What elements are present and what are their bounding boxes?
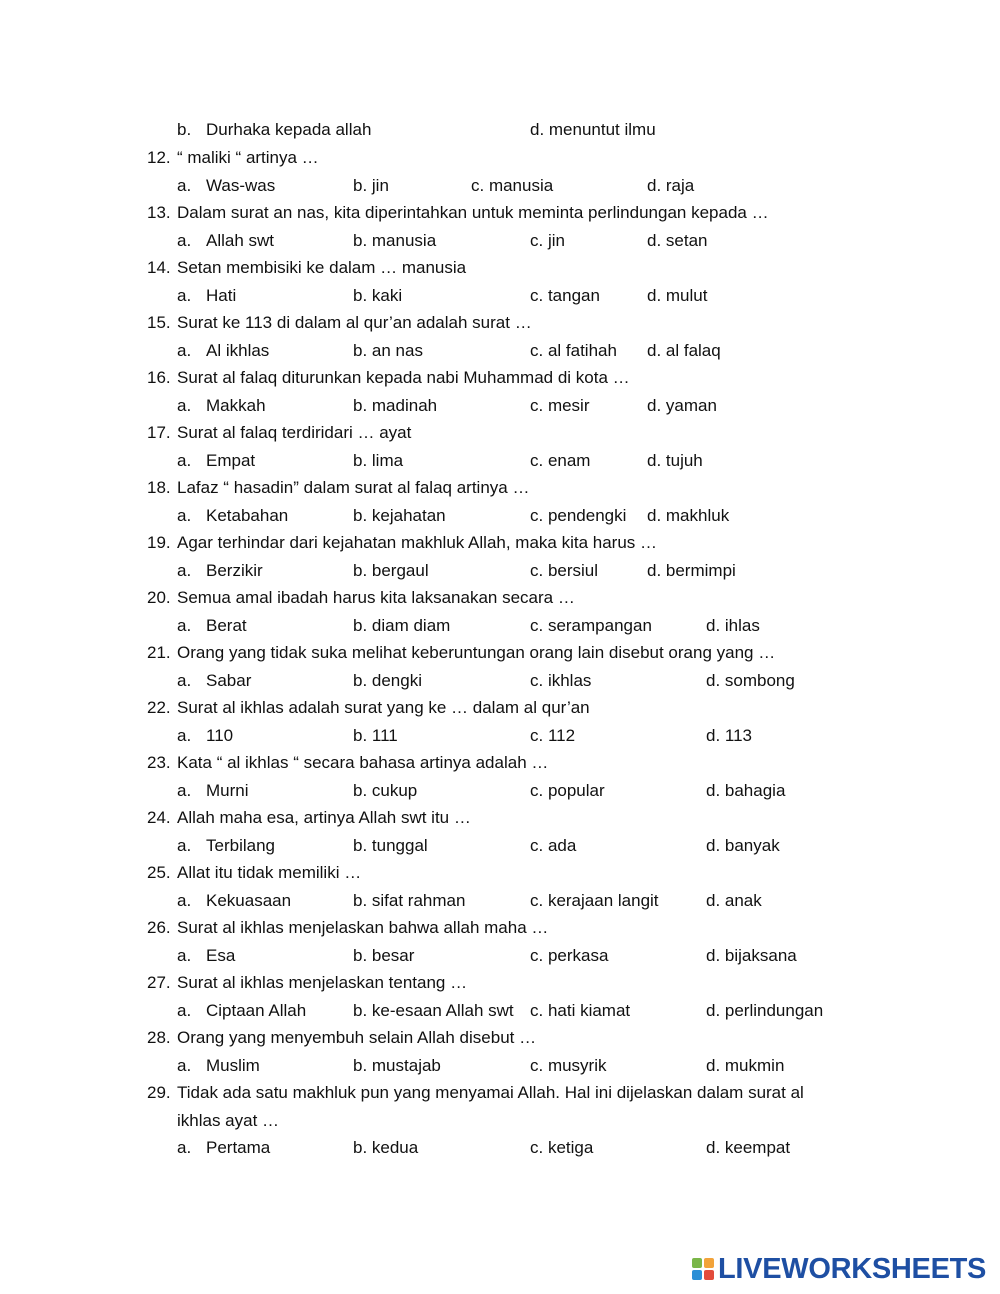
option-d[interactable]: d. sombong	[706, 670, 795, 690]
option-b[interactable]: b. tunggal	[353, 835, 428, 855]
option-marker: a.	[177, 505, 192, 525]
option-b[interactable]: b. kejahatan	[353, 505, 446, 525]
option-d[interactable]: d. setan	[647, 230, 708, 250]
option-d[interactable]: d. raja	[647, 175, 695, 195]
question-text: Orang yang tidak suka melihat keberuntungan orang lain disebut orang yang …	[177, 643, 776, 662]
option-b[interactable]: b. sifat rahman	[353, 890, 466, 910]
option-c[interactable]: c. musyrik	[530, 1055, 607, 1075]
option-marker: a.	[177, 175, 192, 195]
option-b[interactable]: b. besar	[353, 945, 415, 965]
option-b[interactable]: b. kedua	[353, 1138, 419, 1157]
option-b[interactable]: b. kaki	[353, 285, 403, 305]
question-text: Allat itu tidak memiliki …	[177, 863, 362, 882]
option-b[interactable]: b. madinah	[353, 395, 438, 415]
option-d[interactable]: d. al falaq	[647, 340, 721, 360]
option-a[interactable]: Hati	[206, 285, 237, 305]
option-a[interactable]: Berat	[206, 615, 247, 635]
option-c[interactable]: c. 112	[530, 725, 576, 745]
option-a[interactable]: Ketabahan	[206, 505, 289, 525]
question-text: Kata “ al ikhlas “ secara bahasa artinya adalah …	[177, 753, 549, 772]
question-number: 12.	[147, 148, 171, 167]
option-a[interactable]: Kekuasaan	[206, 890, 292, 910]
question-text: Surat al falaq terdiridari … ayat	[177, 423, 412, 442]
option-c[interactable]: c. jin	[530, 230, 565, 250]
option-c[interactable]: c. mesir	[530, 395, 590, 415]
question-number: 13.	[147, 203, 171, 222]
question-text: Semua amal ibadah harus kita laksanakan secara …	[177, 588, 575, 607]
option-a[interactable]: Pertama	[206, 1138, 271, 1157]
option-d[interactable]: d. mukmin	[706, 1055, 785, 1075]
question-text: Tidak ada satu makhluk pun yang menyamai Allah. Hal ini dijelaskan dalam surat al	[177, 1083, 804, 1102]
option-marker: a.	[177, 230, 192, 250]
question-text: Surat al falaq diturunkan kepada nabi Muhammad di kota …	[177, 368, 630, 387]
question-number: 14.	[147, 258, 171, 277]
question-text: Surat al ikhlas adalah surat yang ke … dalam al qur’an	[177, 698, 590, 717]
option-a[interactable]: Sabar	[206, 670, 252, 690]
option-a[interactable]: Muslim	[206, 1055, 260, 1075]
option-c[interactable]: c. ikhlas	[530, 670, 592, 690]
option-d[interactable]: d. makhluk	[647, 505, 730, 525]
liveworksheets-logo	[692, 1254, 986, 1284]
question-number: 21.	[147, 643, 171, 662]
logo-square-icon	[692, 1258, 702, 1268]
option-d[interactable]: d. 113	[706, 725, 753, 745]
question-number: 23.	[147, 753, 171, 772]
option-b[interactable]: b. ke-esaan Allah swt	[353, 1000, 514, 1020]
question-text: Surat al ikhlas menjelaskan bahwa allah maha …	[177, 918, 549, 937]
option-c[interactable]: c. pendengki	[530, 505, 627, 525]
option-c[interactable]: c. bersiul	[530, 560, 599, 580]
option-a[interactable]: Terbilang	[206, 835, 275, 855]
option-b[interactable]: b. bergaul	[353, 560, 429, 580]
option-c[interactable]: c. popular	[530, 780, 605, 800]
option-c[interactable]: c. ada	[530, 835, 577, 855]
question-text: Lafaz “ hasadin” dalam surat al falaq artinya …	[177, 478, 530, 497]
option-d[interactable]: d. banyak	[706, 835, 780, 855]
logo-square-icon	[704, 1258, 714, 1268]
option-d: d. menuntut ilmu	[530, 120, 656, 139]
option-c[interactable]: c. manusia	[471, 175, 554, 195]
option-c[interactable]: c. tangan	[530, 285, 600, 305]
option-a[interactable]: Makkah	[206, 395, 266, 415]
option-marker: a.	[177, 395, 192, 415]
logo-square-icon	[704, 1270, 714, 1280]
question-number: 18.	[147, 478, 171, 497]
option-a[interactable]: Ciptaan Allah	[206, 1000, 307, 1020]
option-d[interactable]: d. bermimpi	[647, 560, 736, 580]
option-b: Durhaka kepada allah	[206, 120, 372, 139]
option-d[interactable]: d. perlindungan	[706, 1000, 824, 1020]
brand-name: LIVEWORKSHEETS	[718, 1252, 987, 1285]
option-a[interactable]: 110	[206, 725, 234, 745]
option-a[interactable]: Murni	[206, 780, 249, 800]
question-number: 15.	[147, 313, 171, 332]
option-marker: a.	[177, 1138, 192, 1157]
question-number: 22.	[147, 698, 171, 717]
option-marker: a.	[177, 1000, 192, 1020]
option-a[interactable]: Esa	[206, 945, 236, 965]
question-text-continued: ikhlas ayat …	[177, 1110, 280, 1130]
liveworksheets-logo-icon	[692, 1258, 714, 1280]
option-a[interactable]: Allah swt	[206, 230, 275, 250]
option-d[interactable]: d. ihlas	[706, 615, 760, 635]
question-number: 20.	[147, 588, 171, 607]
option-c[interactable]: c. serampangan	[530, 615, 652, 635]
option-c[interactable]: c. kerajaan langit	[530, 890, 659, 910]
question-number: 16.	[147, 368, 171, 387]
option-a[interactable]: Al ikhlas	[206, 340, 270, 360]
option-b[interactable]: b. an nas	[353, 340, 423, 360]
option-marker: a.	[177, 835, 192, 855]
question-text: Orang yang menyembuh selain Allah disebut …	[177, 1028, 537, 1047]
option-b[interactable]: b. diam diam	[353, 615, 451, 635]
option-d[interactable]: d. keempat	[706, 1138, 791, 1157]
option-d[interactable]: d. bijaksana	[706, 945, 797, 965]
option-marker: a.	[177, 450, 192, 470]
option-c[interactable]: c. al fatihah	[530, 340, 617, 360]
question-text: Surat al ikhlas menjelaskan tentang …	[177, 973, 468, 992]
option-c[interactable]: c. enam	[530, 450, 591, 470]
option-c[interactable]: c. hati kiamat	[530, 1000, 631, 1020]
option-b[interactable]: b. jin	[353, 175, 389, 195]
option-d[interactable]: d. yaman	[647, 395, 717, 415]
option-marker: a.	[177, 725, 192, 745]
option-b[interactable]: b. 111	[353, 725, 398, 745]
question-text: Dalam surat an nas, kita diperintahkan untuk meminta perlindungan kepada …	[177, 203, 769, 222]
question-number: 24.	[147, 808, 171, 827]
question-number: 28.	[147, 1028, 171, 1047]
question-text: Agar terhindar dari kejahatan makhluk Allah, maka kita harus …	[177, 533, 658, 552]
option-b[interactable]: b. mustajab	[353, 1055, 441, 1075]
logo-square-icon	[692, 1270, 702, 1280]
option-marker: a.	[177, 890, 192, 910]
option-marker: a.	[177, 670, 192, 690]
question-number: 19.	[147, 533, 171, 552]
option-a[interactable]: Empat	[206, 450, 256, 470]
option-b[interactable]: b. cukup	[353, 780, 418, 800]
option-b[interactable]: b. lima	[353, 450, 404, 470]
option-marker: a.	[177, 615, 192, 635]
option-c[interactable]: c. ketiga	[530, 1138, 594, 1157]
question-number: 17.	[147, 423, 171, 442]
option-marker: b.	[177, 120, 192, 139]
question-number: 26.	[147, 918, 171, 937]
question-text: Setan membisiki ke dalam … manusia	[177, 258, 467, 277]
option-marker: a.	[177, 1055, 192, 1075]
option-a[interactable]: Berzikir	[206, 560, 263, 580]
option-marker: a.	[177, 945, 192, 965]
option-marker: a.	[177, 780, 192, 800]
option-d[interactable]: d. bahagia	[706, 780, 786, 800]
option-marker: a.	[177, 285, 192, 305]
option-b[interactable]: b. manusia	[353, 230, 437, 250]
option-b[interactable]: b. dengki	[353, 670, 422, 690]
question-text: “ maliki “ artinya …	[177, 148, 319, 167]
option-marker: a.	[177, 560, 192, 580]
option-d[interactable]: d. anak	[706, 890, 762, 910]
option-a[interactable]: Was-was	[206, 175, 276, 195]
option-marker: a.	[177, 340, 192, 360]
question-number: 29.	[147, 1083, 171, 1102]
question-text: Surat ke 113 di dalam al qur’an adalah surat …	[177, 313, 532, 332]
question-number: 25.	[147, 863, 171, 882]
option-c[interactable]: c. perkasa	[530, 945, 609, 965]
question-text: Allah maha esa, artinya Allah swt itu …	[177, 808, 471, 827]
question-number: 27.	[147, 973, 171, 992]
option-d[interactable]: d. tujuh	[647, 450, 703, 470]
option-d[interactable]: d. mulut	[647, 285, 708, 305]
